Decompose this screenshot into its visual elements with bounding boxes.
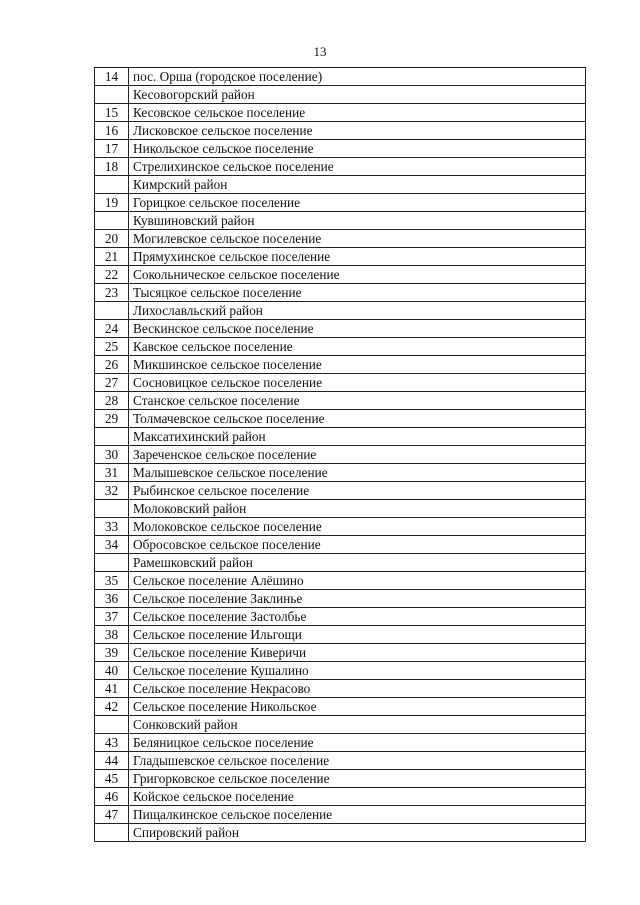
- district-name: Рамешковский район: [129, 554, 586, 572]
- settlement-row: [95, 284, 586, 302]
- row-number: 28: [95, 392, 129, 410]
- row-number: 31: [95, 464, 129, 482]
- row-number: 39: [95, 644, 129, 662]
- settlement-row: [95, 752, 586, 770]
- row-number: 43: [95, 734, 129, 752]
- settlement-name: Горицкое сельское поселение: [129, 194, 586, 212]
- settlement-row: [95, 608, 586, 626]
- settlement-row: [95, 338, 586, 356]
- settlement-row: [95, 104, 586, 122]
- row-number: [95, 824, 129, 842]
- settlement-name: Кавское сельское поселение: [129, 338, 586, 356]
- row-number: [95, 428, 129, 446]
- settlement-name: Сокольническое сельское поселение: [129, 266, 586, 284]
- settlements-table-body: [95, 68, 586, 842]
- settlement-name: Прямухинское сельское поселение: [129, 248, 586, 266]
- row-number: [95, 716, 129, 734]
- district-row: [95, 86, 586, 104]
- settlement-row: [95, 320, 586, 338]
- district-row: [95, 716, 586, 734]
- settlement-row: [95, 590, 586, 608]
- settlement-name: Микшинское сельское поселение: [129, 356, 586, 374]
- row-number: 18: [95, 158, 129, 176]
- settlement-row: [95, 122, 586, 140]
- settlement-name: Зареченское сельское поселение: [129, 446, 586, 464]
- row-number: 15: [95, 104, 129, 122]
- row-number: 27: [95, 374, 129, 392]
- row-number: 16: [95, 122, 129, 140]
- district-row: [95, 824, 586, 842]
- row-number: 42: [95, 698, 129, 716]
- district-name: Кувшиновский район: [129, 212, 586, 230]
- row-number: 26: [95, 356, 129, 374]
- settlement-row: [95, 662, 586, 680]
- row-number: 17: [95, 140, 129, 158]
- row-number: 47: [95, 806, 129, 824]
- settlement-row: [95, 734, 586, 752]
- district-row: [95, 212, 586, 230]
- row-number: 24: [95, 320, 129, 338]
- row-number: 19: [95, 194, 129, 212]
- settlement-name: Станское сельское поселение: [129, 392, 586, 410]
- row-number: 32: [95, 482, 129, 500]
- settlement-row: [95, 698, 586, 716]
- settlement-name: Гладышевское сельское поселение: [129, 752, 586, 770]
- settlement-row: [95, 266, 586, 284]
- row-number: 29: [95, 410, 129, 428]
- district-name: Сонковский район: [129, 716, 586, 734]
- district-name: Максатихинский район: [129, 428, 586, 446]
- settlement-name: пос. Орша (городское поселение): [129, 68, 586, 86]
- row-number: 33: [95, 518, 129, 536]
- settlement-name: Сельское поселение Некрасово: [129, 680, 586, 698]
- settlement-name: Рыбинское сельское поселение: [129, 482, 586, 500]
- settlement-row: [95, 644, 586, 662]
- row-number: 23: [95, 284, 129, 302]
- settlement-row: [95, 68, 586, 86]
- row-number: [95, 176, 129, 194]
- row-number: 35: [95, 572, 129, 590]
- district-row: [95, 302, 586, 320]
- settlement-row: [95, 572, 586, 590]
- district-name: Лихославльский район: [129, 302, 586, 320]
- row-number: [95, 86, 129, 104]
- settlement-name: Могилевское сельское поселение: [129, 230, 586, 248]
- settlement-name: Кесовское сельское поселение: [129, 104, 586, 122]
- row-number: 21: [95, 248, 129, 266]
- settlement-row: [95, 788, 586, 806]
- settlement-name: Сельское поселение Киверичи: [129, 644, 586, 662]
- settlement-name: Сельское поселение Кушалино: [129, 662, 586, 680]
- settlement-row: [95, 194, 586, 212]
- row-number: [95, 500, 129, 518]
- settlement-row: [95, 230, 586, 248]
- settlement-name: Беляницкое сельское поселение: [129, 734, 586, 752]
- row-number: 36: [95, 590, 129, 608]
- settlement-row: [95, 248, 586, 266]
- district-row: [95, 176, 586, 194]
- district-name: Кимрский район: [129, 176, 586, 194]
- settlement-row: [95, 410, 586, 428]
- settlement-name: Сельское поселение Ильгощи: [129, 626, 586, 644]
- settlement-name: Стрелихинское сельское поселение: [129, 158, 586, 176]
- row-number: 20: [95, 230, 129, 248]
- district-name: Спировский район: [129, 824, 586, 842]
- row-number: [95, 302, 129, 320]
- settlement-name: Сельское поселение Никольское: [129, 698, 586, 716]
- settlement-row: [95, 140, 586, 158]
- row-number: 37: [95, 608, 129, 626]
- district-row: [95, 554, 586, 572]
- settlement-row: [95, 446, 586, 464]
- settlement-name: Григорковское сельское поселение: [129, 770, 586, 788]
- settlement-row: [95, 374, 586, 392]
- settlement-name: Тысяцкое сельское поселение: [129, 284, 586, 302]
- settlement-name: Малышевское сельское поселение: [129, 464, 586, 482]
- settlement-name: Лисковское сельское поселение: [129, 122, 586, 140]
- district-name: Молоковский район: [129, 500, 586, 518]
- row-number: 45: [95, 770, 129, 788]
- row-number: 25: [95, 338, 129, 356]
- settlement-row: [95, 356, 586, 374]
- row-number: 40: [95, 662, 129, 680]
- settlement-name: Сельское поселение Застолбье: [129, 608, 586, 626]
- row-number: 14: [95, 68, 129, 86]
- row-number: 41: [95, 680, 129, 698]
- row-number: 34: [95, 536, 129, 554]
- settlement-name: Толмачевское сельское поселение: [129, 410, 586, 428]
- row-number: 22: [95, 266, 129, 284]
- district-name: Кесовогорский район: [129, 86, 586, 104]
- district-row: [95, 428, 586, 446]
- settlement-name: Койское сельское поселение: [129, 788, 586, 806]
- settlement-name: Сельское поселение Алёшино: [129, 572, 586, 590]
- row-number: 46: [95, 788, 129, 806]
- settlement-name: Вескинское сельское поселение: [129, 320, 586, 338]
- settlement-row: [95, 806, 586, 824]
- settlement-name: Сельское поселение Заклинье: [129, 590, 586, 608]
- settlement-row: [95, 680, 586, 698]
- settlement-name: Сосновицкое сельское поселение: [129, 374, 586, 392]
- settlements-table: [94, 67, 586, 842]
- row-number: 38: [95, 626, 129, 644]
- row-number: [95, 554, 129, 572]
- settlement-row: [95, 518, 586, 536]
- settlement-name: Пищалкинское сельское поселение: [129, 806, 586, 824]
- settlement-row: [95, 626, 586, 644]
- row-number: [95, 212, 129, 230]
- settlement-row: [95, 392, 586, 410]
- page-number: 13: [313, 44, 327, 59]
- row-number: 30: [95, 446, 129, 464]
- settlement-row: [95, 482, 586, 500]
- settlement-row: [95, 536, 586, 554]
- row-number: 44: [95, 752, 129, 770]
- settlement-row: [95, 464, 586, 482]
- district-row: [95, 500, 586, 518]
- settlement-row: [95, 158, 586, 176]
- settlement-row: [95, 770, 586, 788]
- settlement-name: Молоковское сельское поселение: [129, 518, 586, 536]
- settlement-name: Обросовское сельское поселение: [129, 536, 586, 554]
- settlement-name: Никольское сельское поселение: [129, 140, 586, 158]
